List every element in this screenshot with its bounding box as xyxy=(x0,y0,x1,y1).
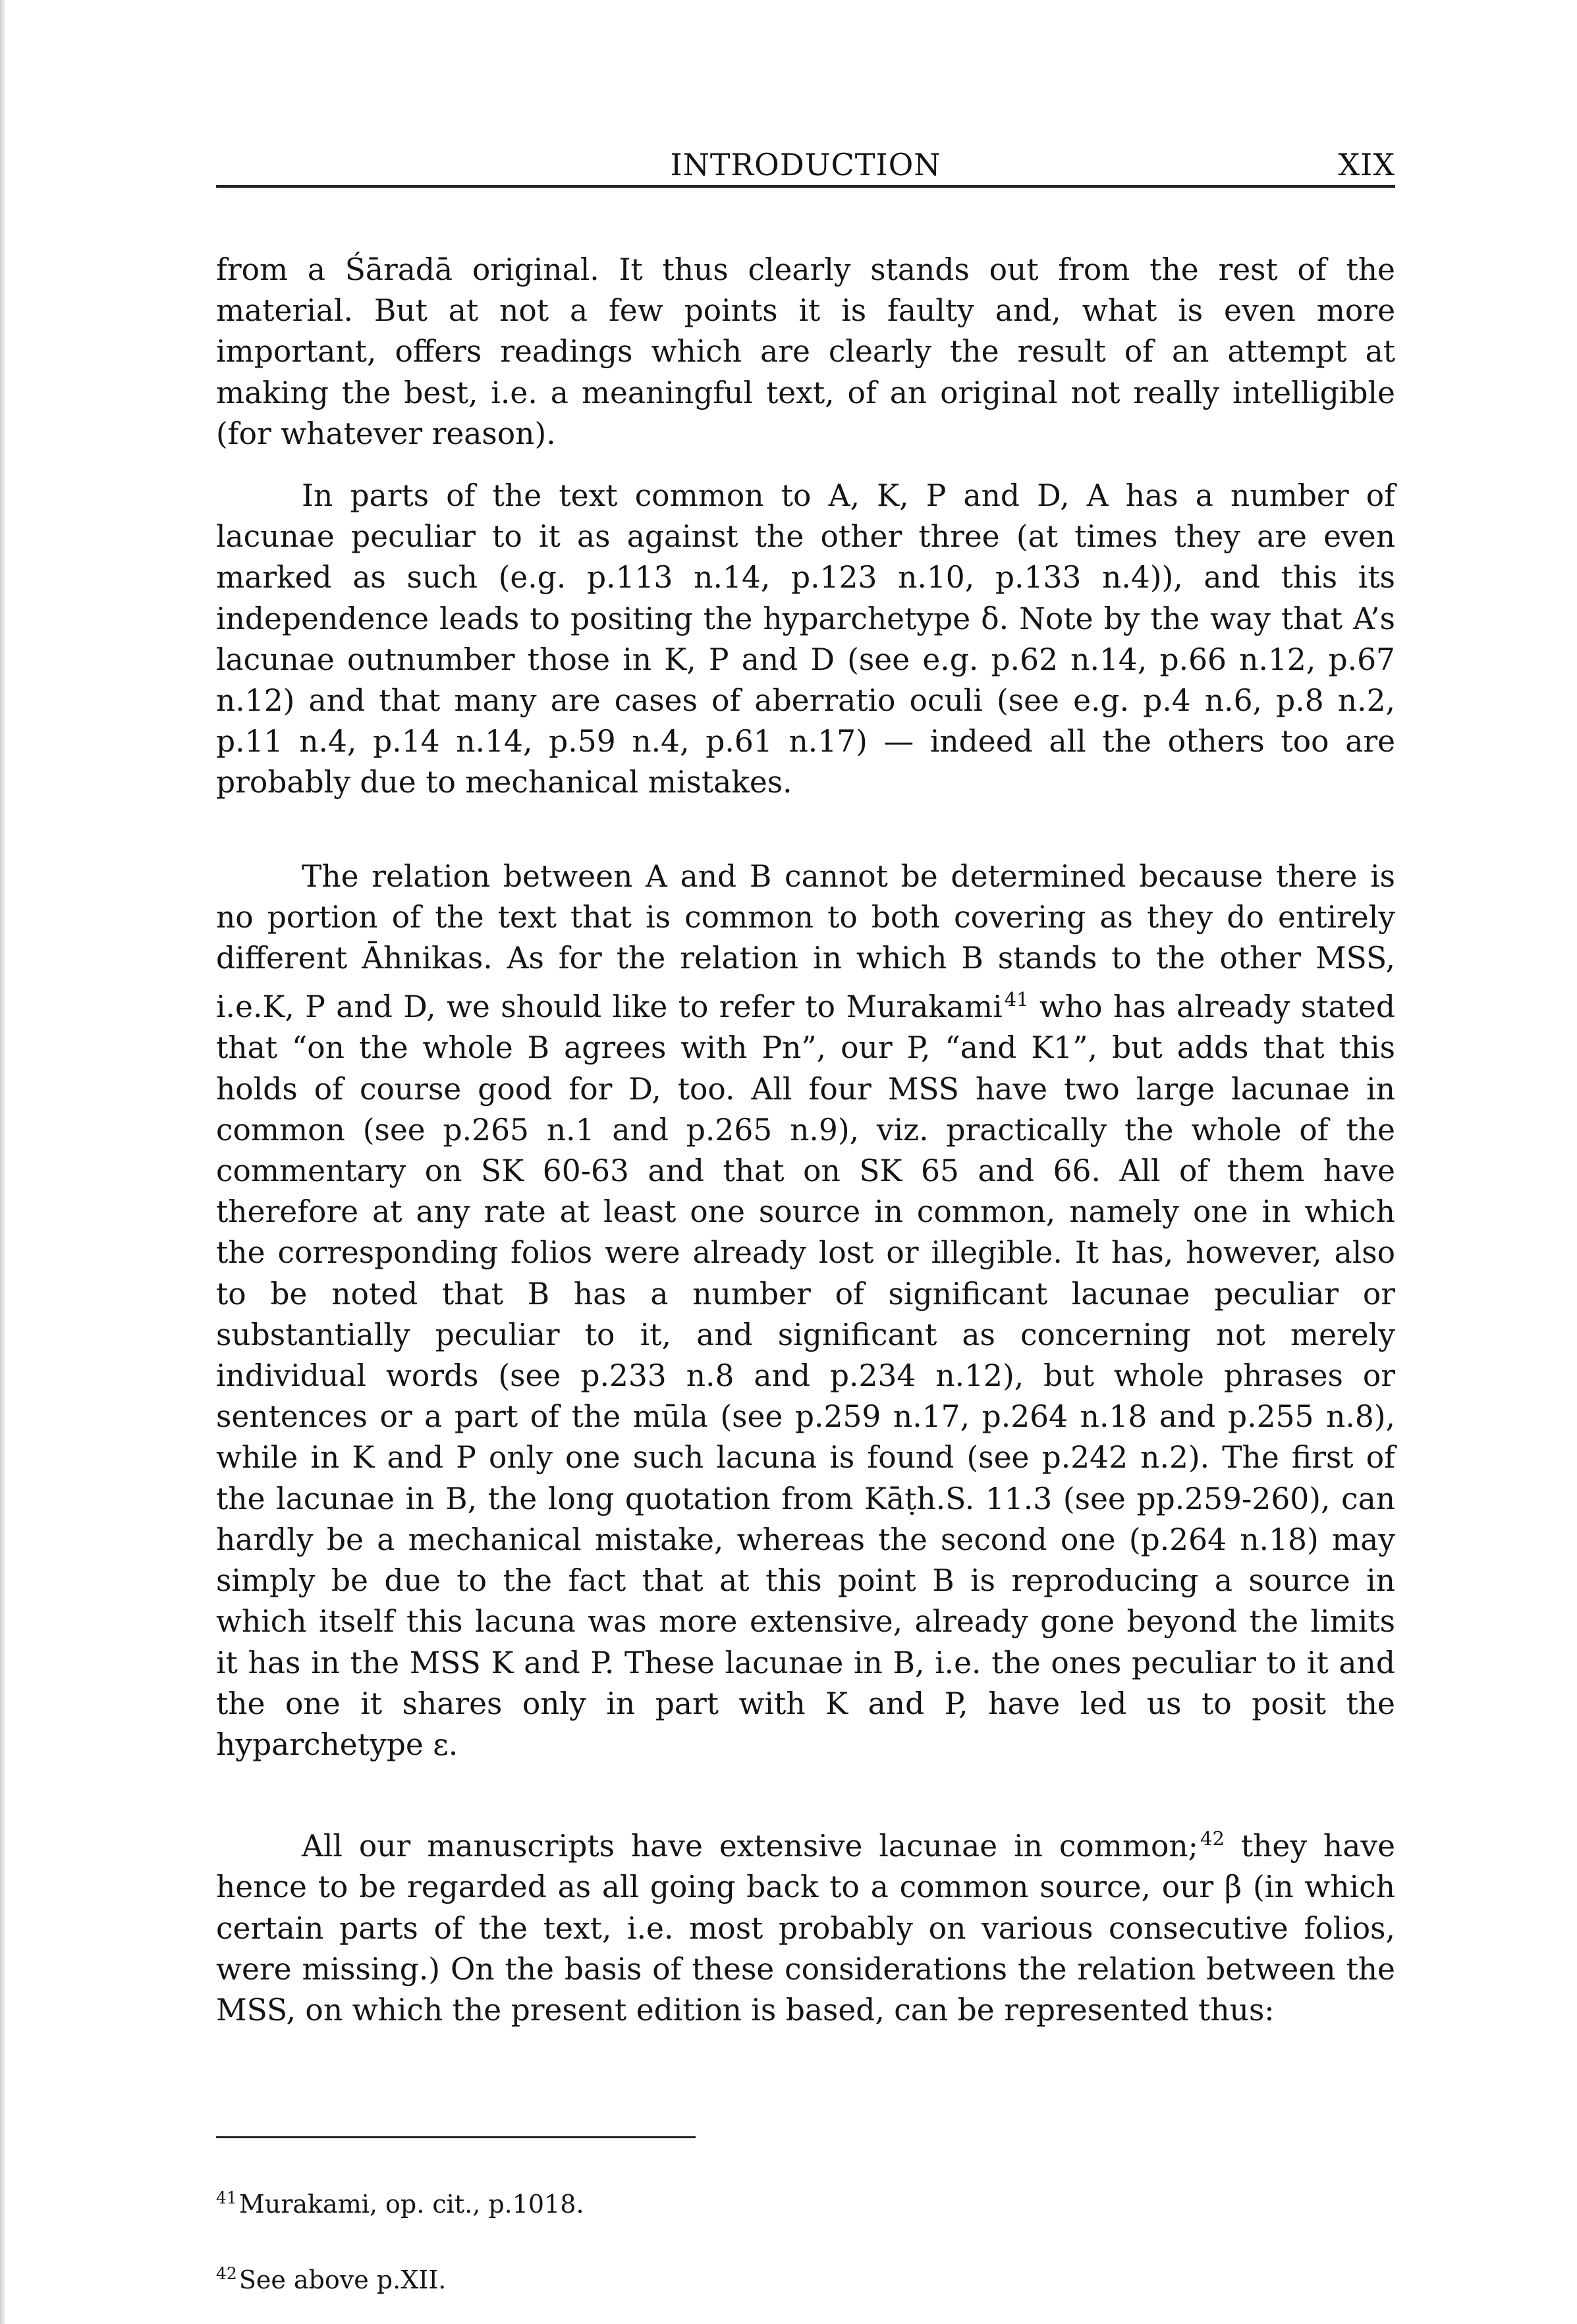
paragraph-3 xyxy=(216,856,1395,1765)
footnote-text: See above p.XII. xyxy=(238,2265,447,2295)
paragraph-4-text-start: All our manuscripts have extensive lacunae in common; xyxy=(302,1829,1199,1864)
page-number: XIX xyxy=(1338,147,1395,182)
paragraph-3-text-start: The relation between A and B cannot be determined because there is no portion of the text that is common to both covering as they do entirely different Āhnikas. As for the relation in which B stands to the other MSS, i.e.K, P and D, we should like to refer to Murakami xyxy=(216,858,1395,1025)
footnote-ref-41[interactable]: 41 xyxy=(1004,988,1029,1011)
running-head xyxy=(216,135,1395,188)
paragraph-2: In parts of the text common to A, K, P and D, A has a number of lacunae peculiar to it as against the other three (at times they are even marked as such (e.g. p.113 n.14, p.123 n.10, p.133 n.4)), and this its independence leads to positing the hyparchetype δ. Note by the way that A’s lacunae outnumber those in K, P and D (see e.g. p.62 n.14, p.66 n.12, p.67 n.12) and that many are cases of aberratio oculi (see e.g. p.4 n.6, p.8 n.2, p.11 n.4, p.14 n.14, p.59 n.4, p.61 n.17) — indeed all the others too are probably due to mechanical mistakes. xyxy=(216,478,1395,800)
paragraph-3-text-end: who has already stated that “on the whole B agrees with Pn”, our P, “and K1”, but adds that this holds of course good for D, too. All four MSS have two large lacunae in common (see p.265 n.1 and p.265 n.9), viz. practically the whole of the commentary on SK 60-63 and that on SK 65 and 66. All of them have therefore at any rate at least one source in common, namely one in which the corresponding folios were already lost or illegible. It has, however, also to be noted that B has a number of significant lacunae peculiar or substantially peculiar to it, and significant as concerning not merely individual words (see p.233 n.8 and p.234 n.12), but whole phrases or sentences or a part of the mūla (see p.259 n.17, p.264 n.18 and p.255 n.8), while in K and P only one such lacuna is found (see p.242 n.2). The first of the lacunae in B, the long quotation from Kāṭh.S. 11.3 (see pp.259-260), can hardly be a mechanical mistake, whereas the second one (p.264 n.18) may simply be due to the fact that at this point B is reproducing a source in which itself this lacuna was more extensive, already gone beyond the limits it has in the MSS K and P. These lacunae in B, i.e. the ones peculiar to it and the one it shares only in part with K and P, have led us to posit the hyparchetype ε. xyxy=(216,989,1395,1762)
footnote-text: Murakami, op. cit., p.1018. xyxy=(238,2190,584,2219)
footnote-42 xyxy=(216,2257,1395,2296)
book-page xyxy=(216,135,1395,2296)
paragraph-1: from a Śāradā original. It thus clearly stands out from the rest of the material. But at not a few points it is faulty and, what is even more important, offers readings which are clearly the result of an attempt at making the best, i.e. a meaningful text, of an original not really intelligible (for whatever reason). xyxy=(216,252,1395,451)
footnote-divider xyxy=(216,2136,696,2138)
footnote-ref-42[interactable]: 42 xyxy=(1200,1827,1225,1850)
paragraph-4 xyxy=(216,1818,1395,2031)
paragraph-4-text-end: they have hence to be regarded as all going back to a common source, our β (in which certain parts of the text, i.e. most probably on various consecutive folios, were missing.) On the basis of these considerations the relation between the MSS, on which the present edition is based, can be represented thus: xyxy=(216,1829,1395,2028)
footnote-number: 41 xyxy=(216,2188,237,2208)
scan-edge xyxy=(0,0,5,2324)
footnote-number: 42 xyxy=(216,2264,237,2284)
page-title: INTRODUCTION xyxy=(670,147,941,182)
body-text xyxy=(216,250,1395,2031)
footnote-41 xyxy=(216,2182,1395,2221)
